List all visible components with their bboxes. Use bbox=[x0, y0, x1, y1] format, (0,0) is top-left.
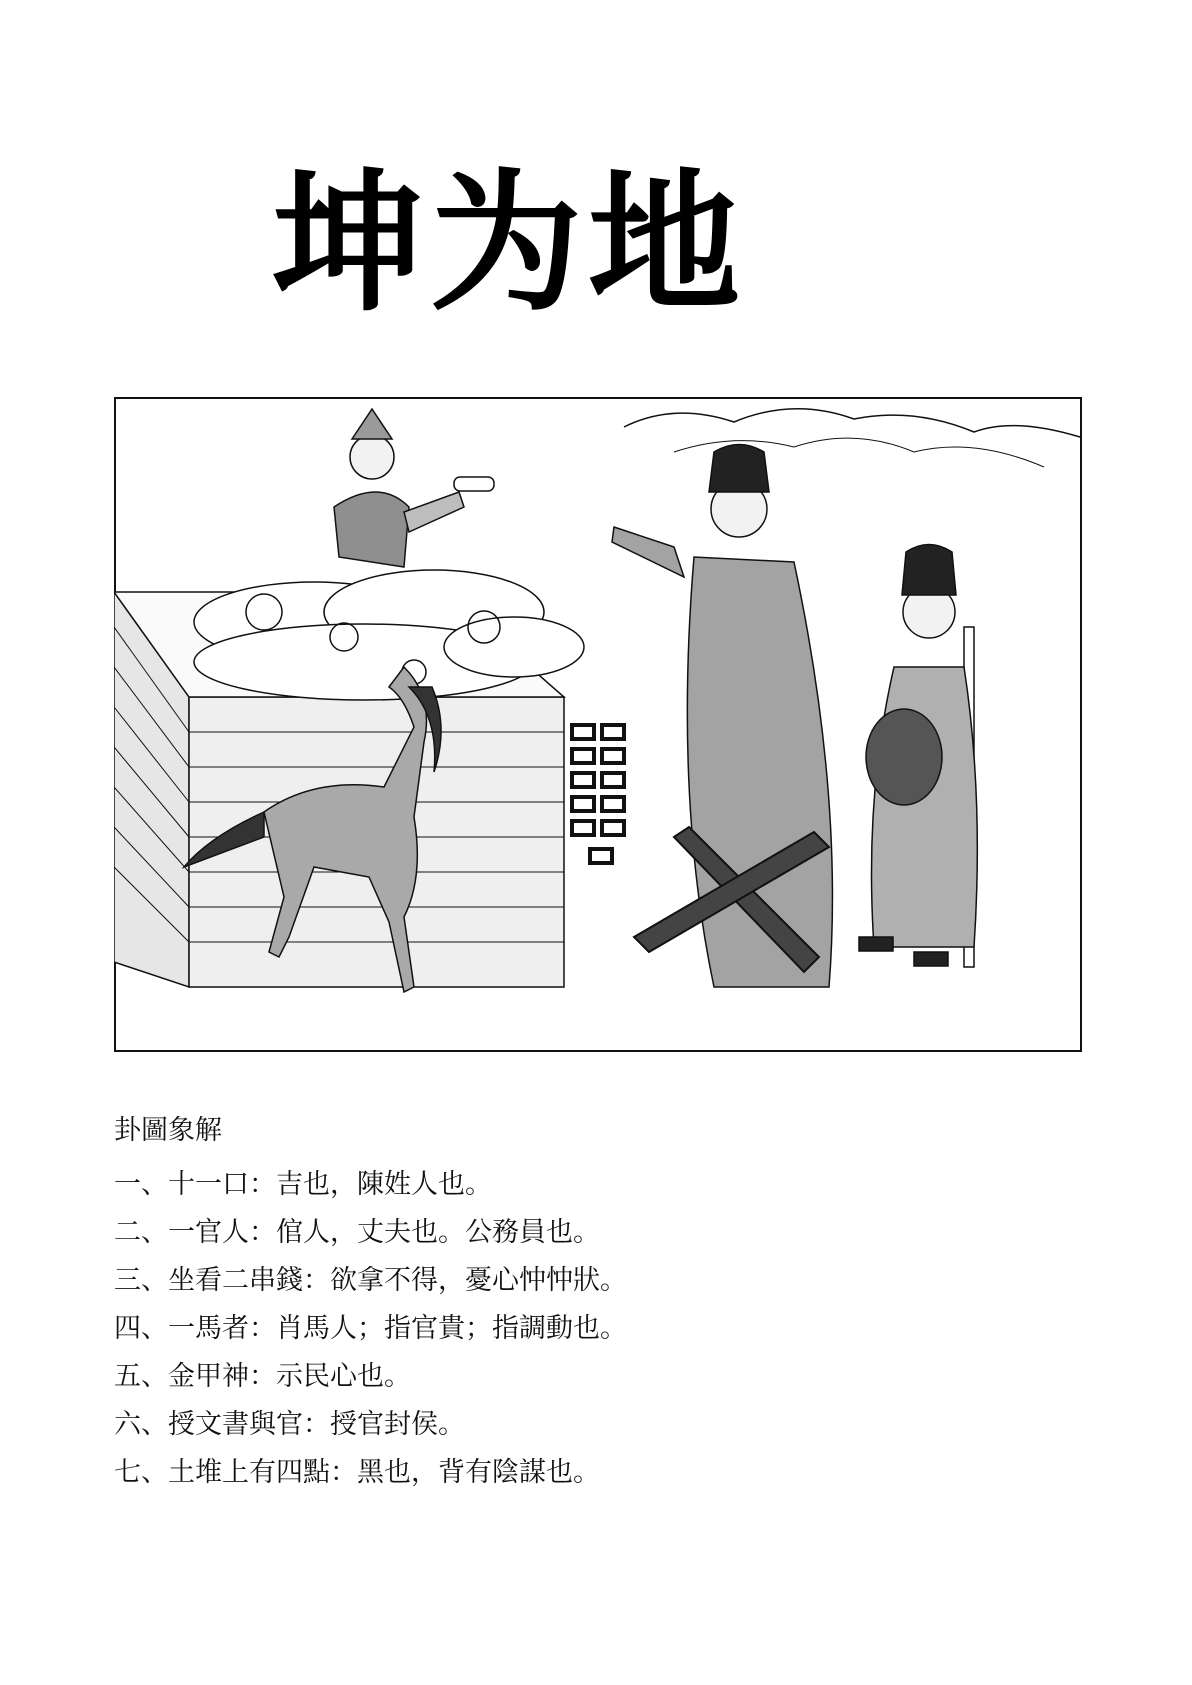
caption-line: 五、金甲神：示民心也。 bbox=[114, 1361, 411, 1392]
page-title: 坤为地 bbox=[272, 155, 746, 332]
caption-heading: 卦圖象解 bbox=[114, 1115, 222, 1146]
caption-line: 二、一官人：倌人，丈夫也。公務員也。 bbox=[114, 1217, 600, 1248]
caption-line: 一、十一口：吉也，陳姓人也。 bbox=[114, 1169, 492, 1200]
caption-line: 七、土堆上有四點：黑也，背有陰謀也。 bbox=[114, 1457, 600, 1488]
caption-line: 四、一馬者：肖馬人；指官貴；指調動也。 bbox=[114, 1313, 627, 1344]
hexagram-illustration bbox=[114, 397, 1082, 1052]
caption-block bbox=[114, 1108, 627, 1497]
caption-line: 六、授文書與官：授官封侯。 bbox=[114, 1409, 465, 1440]
caption-line: 三、坐看二串錢：欲拿不得，憂心忡忡狀。 bbox=[114, 1265, 627, 1296]
